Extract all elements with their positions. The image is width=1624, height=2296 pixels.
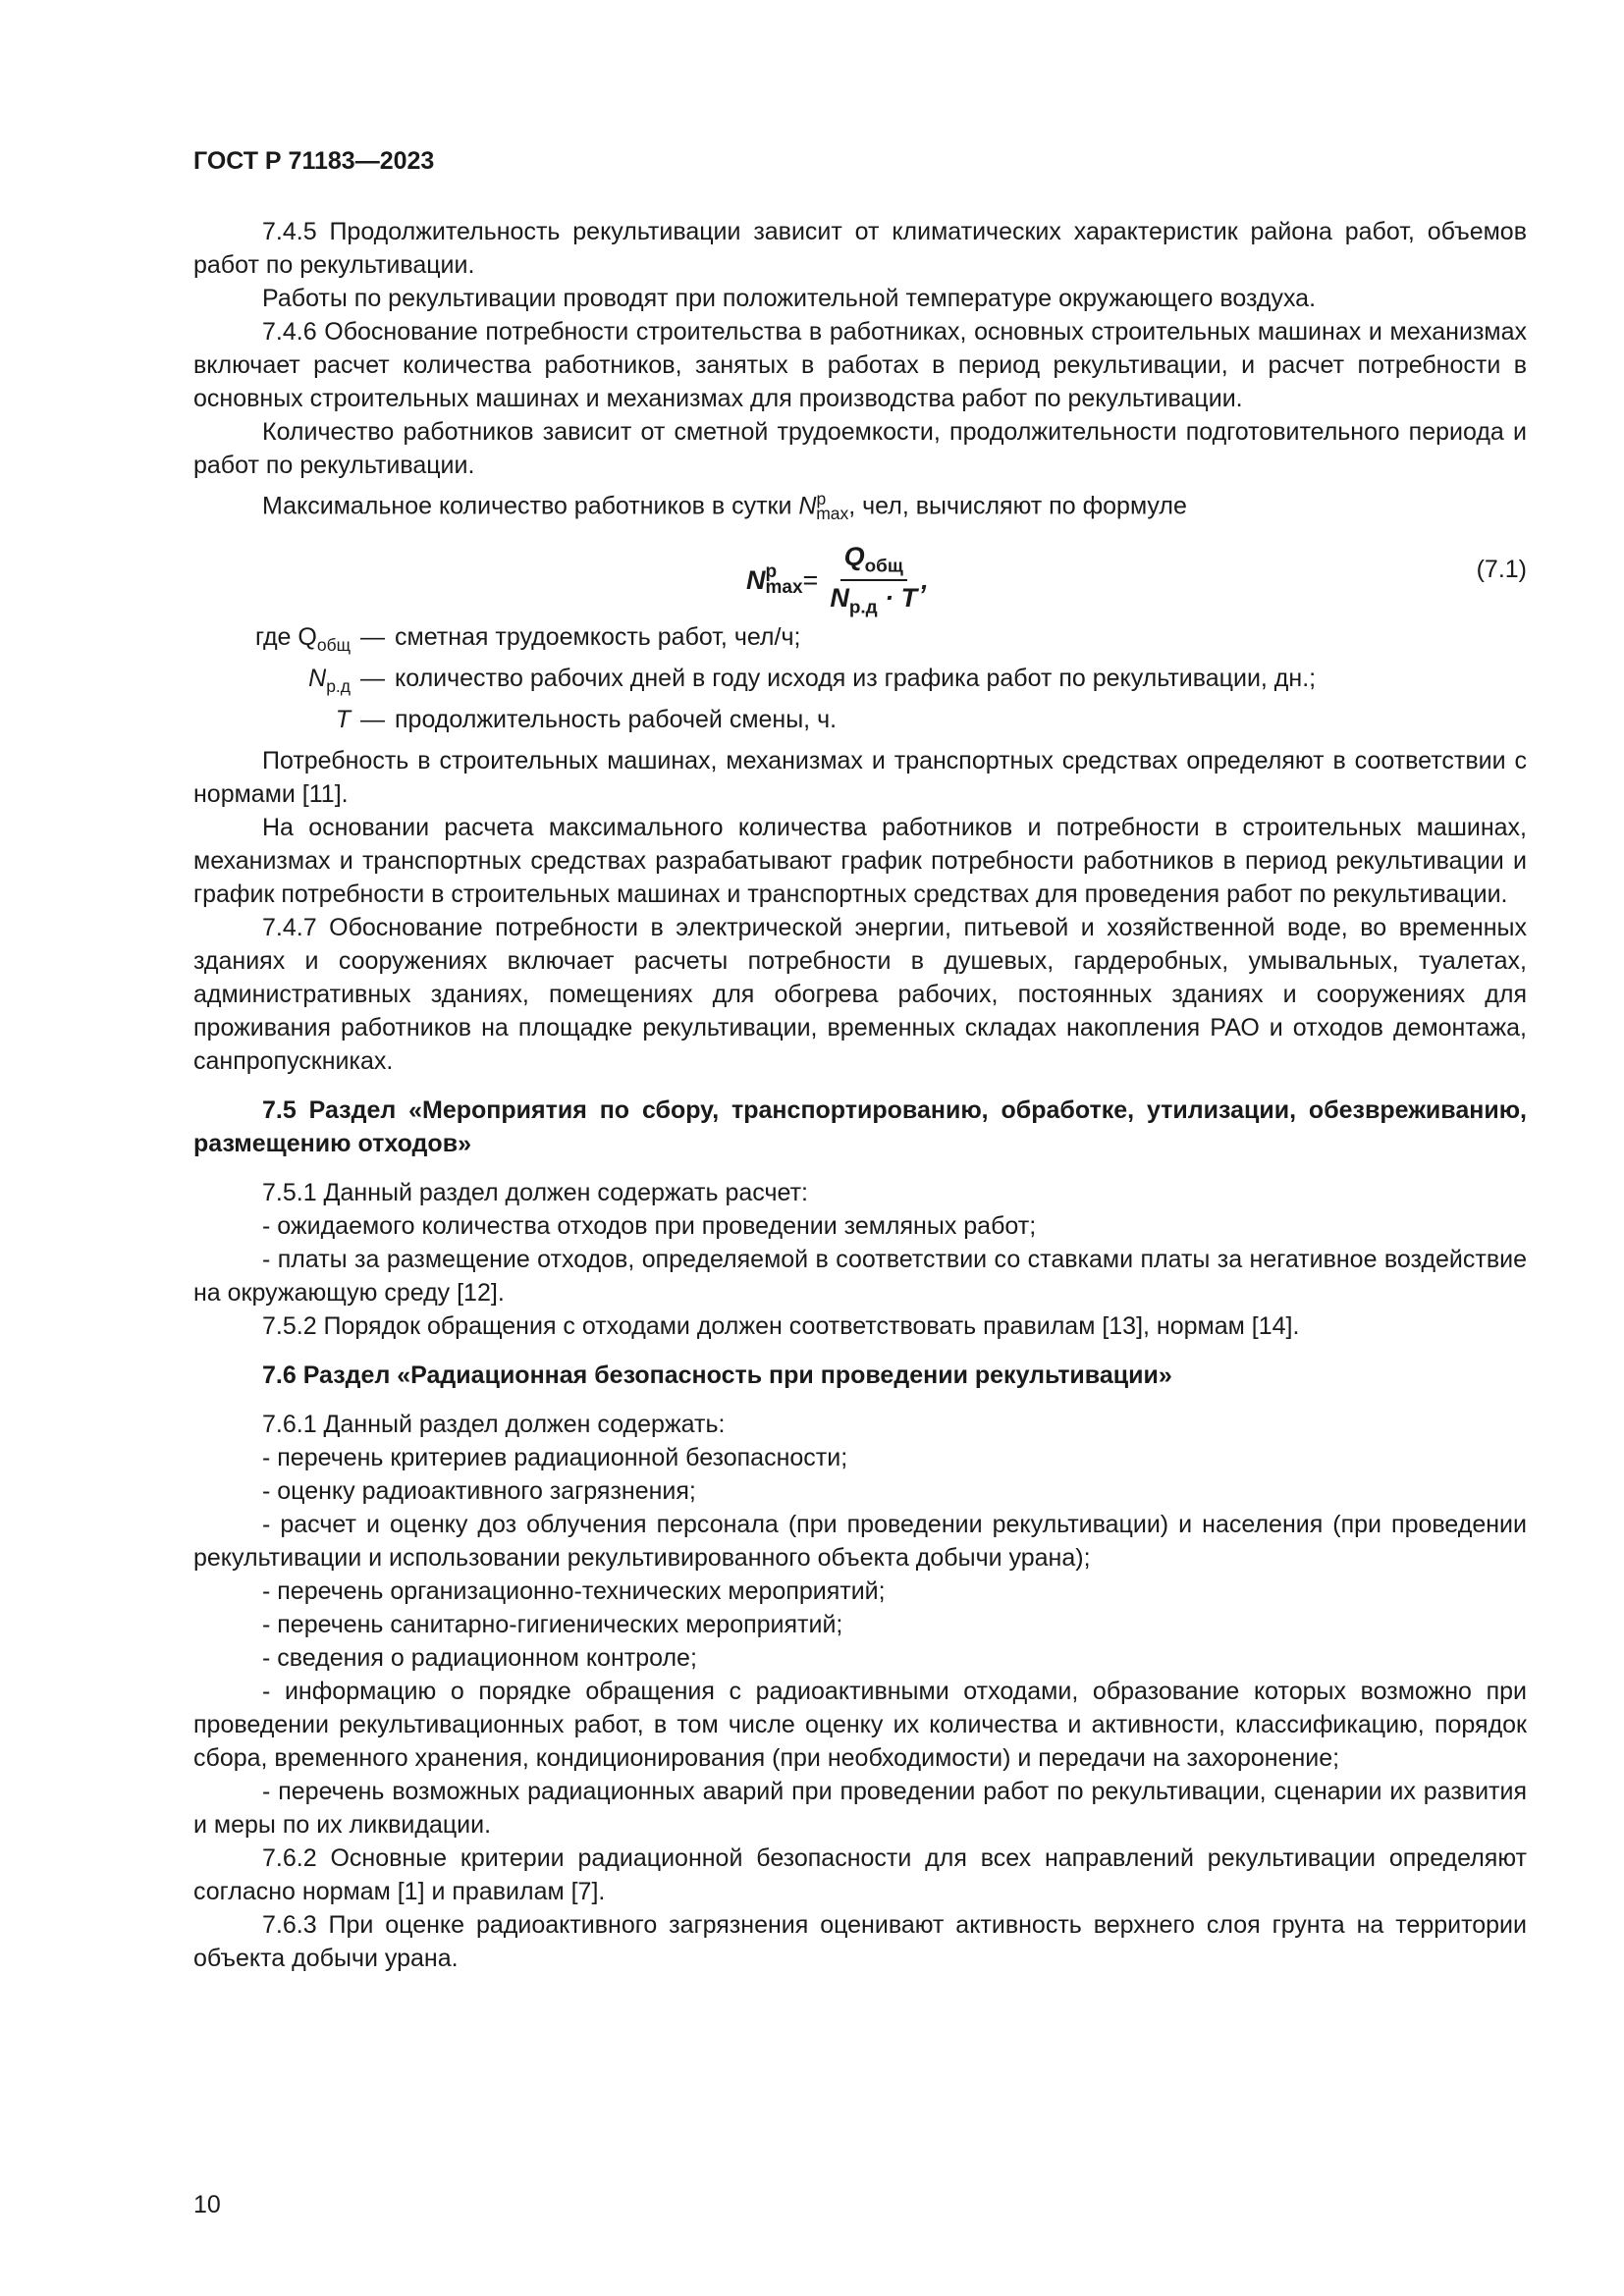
legend-row: T — продолжительность рабочей смены, ч. xyxy=(335,706,838,734)
formula-intro: Максимальное количество работников в сутки $N^р_{max}$, чел, вычисляют по формуле xyxy=(262,489,1187,524)
formula-legend xyxy=(193,620,1527,744)
formula-expression: N р max = $\frac{Q_{общ}}{N_{р.д} \cdot T}$ , xyxy=(746,542,929,618)
legend-row: $N_{р.д}$ — количество рабочих дней в году исходя из графика работ по рекультивации, дн.; xyxy=(308,665,1317,697)
list-item: - информацию о порядке обращения с радиоактивными отходами, образование которых возможно при проведении рекультивационных работ, в том числе оценку их количества и активности, классификацию, порядок сбора, временного хранения, кондиционирования (при необходимости) и передачи на захоронение; xyxy=(193,1678,1527,1773)
section-7-6 xyxy=(193,1359,1527,1975)
block-7-4-7 xyxy=(193,744,1527,1078)
list-item: - перечень организационно-технических мероприятий; xyxy=(262,1577,886,1606)
paragraph: Количество работников зависит от сметной трудоемкости, продолжительности подготовительного периода и работ по рекультивации. xyxy=(193,418,1527,479)
paragraph: 7.5.1 Данный раздел должен содержать расчет: xyxy=(262,1179,808,1207)
paragraph: 7.6.1 Данный раздел должен содержать: xyxy=(262,1411,726,1439)
paragraph: 7.6.2 Основные критерии радиационной безопасности для всех направлений рекультивации определяют согласно нормам [1] и правилам [7]. xyxy=(193,1844,1527,1906)
section-heading: 7.6 Раздел «Радиационная безопасность при проведении рекультивации» xyxy=(262,1362,1172,1390)
block-7-4-5 xyxy=(193,215,1527,530)
formula-7-1 xyxy=(193,530,1527,620)
list-item: - перечень критериев радиационной безопасности; xyxy=(262,1444,848,1472)
page-number: 10 xyxy=(193,2191,221,2218)
list-item: - ожидаемого количества отходов при проведении земляных работ; xyxy=(262,1212,1037,1241)
list-item: - расчет и оценку доз облучения персонала (при проведении рекультивации) и населения (при проведении рекультивации и использовании рекультивированного объекта добычи урана); xyxy=(193,1511,1527,1573)
paragraph: 7.4.7 Обоснование потребности в электрической энергии, питьевой и хозяйственной воде, во временных зданиях и сооружениях включает расчеты потребности в душевых, гардеробных, умывальных, туалетах, административных зданиях, помещениях для обогрева рабочих, постоянных зданиях и сооружениях для проживания работников на площадке рекультивации, временных складах накопления РАО и отходов демонтажа, санпропускниках. xyxy=(193,914,1527,1076)
formula-number: (7.1) xyxy=(1476,556,1527,584)
section-heading: 7.5 Раздел «Мероприятия по сбору, транспортированию, обработке, утилизации, обезвреживанию, размещению отходов» xyxy=(193,1096,1527,1158)
paragraph: На основании расчета максимального количества работников и потребности в строительных машинах, механизмах и транспортных средствах разрабатывают график потребности работников в период рекультивации и график потребности в строительных машинах и транспортных средствах для проведения работ по рекультивации. xyxy=(193,814,1527,909)
formula-fraction: $\frac{Q_{общ}}{N_{р.д} \cdot T}$ xyxy=(830,542,918,618)
paragraph: 7.6.3 При оценке радиоактивного загрязнения оценивают активность верхнего слоя грунта на территории объекта добычи урана. xyxy=(193,1911,1527,1973)
legend-row: где $Q_{общ}$ — сметная трудоемкость работ, чел/ч; xyxy=(254,623,801,656)
list-item: - оценку радиоактивного загрязнения; xyxy=(262,1477,696,1506)
list-item: - перечень санитарно-гигиенических мероприятий; xyxy=(262,1611,843,1639)
paragraph: 7.4.6 Обоснование потребности строительства в работниках, основных строительных машинах и механизмах включает расчет количества работников, занятых в работах в период рекультивации, и расчет потребности в основных строительных машинах и механизмах для производства работ по рекультивации. xyxy=(193,318,1527,412)
list-item: - платы за размещение отходов, определяемой в соответствии со ставками платы за негативное воздействие на окружающую среду [12]. xyxy=(193,1246,1527,1308)
paragraph: Потребность в строительных машинах, механизмах и транспортных средствах определяют в соответствии с нормами [11]. xyxy=(193,747,1527,809)
list-item: - перечень возможных радиационных аварий при проведении работ по рекультивации, сценарии их развития и меры по их ликвидации. xyxy=(193,1778,1527,1840)
list-item: - сведения о радиационном контроле; xyxy=(262,1644,697,1673)
paragraph: Работы по рекультивации проводят при положительной температуре окружающего воздуха. xyxy=(262,285,1317,312)
document-page xyxy=(193,147,1527,1975)
paragraph: 7.5.2 Порядок обращения с отходами должен соответствовать правилам [13], нормам [14]. xyxy=(262,1312,1300,1341)
section-7-5 xyxy=(193,1094,1527,1343)
document-header: ГОСТ Р 71183—2023 xyxy=(193,147,435,175)
paragraph: 7.4.5 Продолжительность рекультивации зависит от климатических характеристик района работ, объемов работ по рекультивации. xyxy=(193,218,1527,279)
